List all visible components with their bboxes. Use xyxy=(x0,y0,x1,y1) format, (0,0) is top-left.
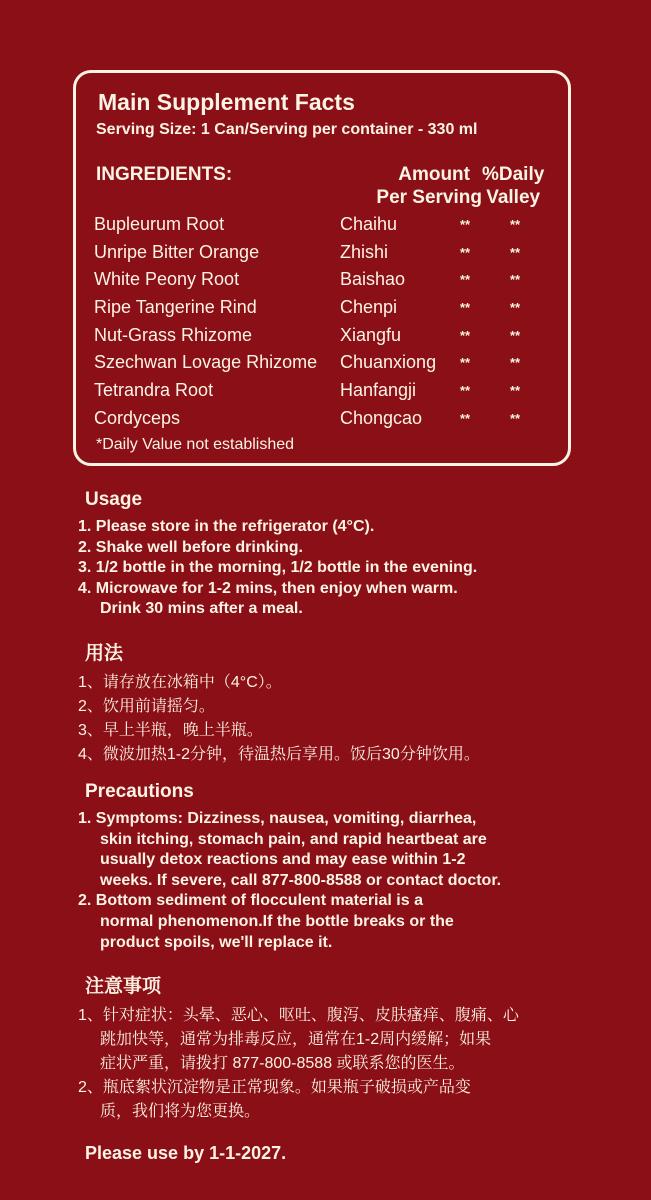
list-item: 1、请存放在冰箱中（4°C）。 xyxy=(78,674,282,691)
usage-list xyxy=(78,517,638,620)
ingredient-name: Ripe Tangerine Rind xyxy=(94,297,257,318)
list-item: normal phenomenon.If the bottle breaks or the xyxy=(100,912,454,930)
ingredient-daily-value: ** xyxy=(510,327,521,343)
list-item: Drink 30 mins after a meal. xyxy=(100,600,303,618)
list-item: product spoils, we'll replace it. xyxy=(100,933,333,951)
ingredient-name: Szechwan Lovage Rhizome xyxy=(94,352,318,373)
table-row xyxy=(94,239,564,267)
ingredient-amount: ** xyxy=(460,217,471,232)
ingredient-name: Unripe Bitter Orange xyxy=(94,241,260,262)
list-item: 2、瓶底絮状沉淀物是正常现象。如果瓶子破损或产品变 xyxy=(78,1079,471,1096)
usage-zh-list xyxy=(78,671,638,767)
ingredient-name: Bupleurum Root xyxy=(94,214,225,234)
table-row xyxy=(94,377,564,405)
ingredient-daily-value: ** xyxy=(510,217,521,232)
ingredient-daily-value: ** xyxy=(510,355,521,371)
daily-value-header xyxy=(482,163,544,209)
ingredient-daily-value: ** xyxy=(510,300,521,316)
usage-heading: Usage xyxy=(85,489,143,510)
table-row xyxy=(94,349,564,377)
table-row xyxy=(94,294,564,322)
list-item: weeks. If severe, call 877-800-8588 or contact doctor. xyxy=(100,871,502,889)
list-item: 3、早上半瓶，晚上半瓶。 xyxy=(78,722,263,739)
ingredient-name: Tetrandra Root xyxy=(94,380,214,401)
list-item: 1、针对症状：头晕、恶心、呕吐、腹泻、皮肤瘙痒、腹痛、心 xyxy=(78,1007,519,1024)
ingredient-amount: ** xyxy=(460,355,471,371)
amount-header-line2: Per Serving xyxy=(376,187,482,208)
amount-header xyxy=(362,163,482,209)
ingredient-pinyin: Chongcao xyxy=(340,407,423,428)
ingredient-pinyin: Baishao xyxy=(340,269,406,290)
ingredient-name: White Peony Root xyxy=(94,269,240,290)
ingredient-amount: ** xyxy=(460,244,471,260)
precautions-heading: Precautions xyxy=(85,781,194,802)
list-item: 2、饮用前请摇匀。 xyxy=(78,698,215,715)
ingredient-pinyin: Zhishi xyxy=(340,241,389,262)
daily-value-footnote: *Daily Value not established xyxy=(96,436,295,453)
ingredient-amount: ** xyxy=(460,410,471,426)
precautions-zh-list xyxy=(78,1004,638,1124)
ingredient-pinyin: Xiangfu xyxy=(340,324,402,345)
ingredients-header: INGREDIENTS: xyxy=(96,164,233,185)
ingredient-name: Cordyceps xyxy=(94,407,181,428)
list-item: 质，我们将为您更换。 xyxy=(100,1103,261,1120)
supplement-facts-panel xyxy=(73,70,571,466)
list-item: skin itching, stomach pain, and rapid heartbeat are xyxy=(100,830,487,848)
list-item: usually detox reactions and may ease within 1-2 xyxy=(100,851,466,869)
precautions-zh-heading: 注意事项 xyxy=(85,976,162,997)
usage-section xyxy=(78,489,638,620)
table-row xyxy=(94,266,564,294)
serving-size: Serving Size: 1 Can/Serving per container - 330 ml xyxy=(96,121,478,138)
amount-header-line1: Amount xyxy=(398,164,470,185)
list-item: 跳加快等，通常为排毒反应，通常在1-2周内缓解；如果 xyxy=(100,1031,492,1048)
precautions-list xyxy=(78,809,638,953)
list-item: 2. Shake well before drinking. xyxy=(78,538,303,556)
table-row xyxy=(94,405,564,433)
precautions-zh-section xyxy=(78,971,638,1124)
ingredient-table xyxy=(94,211,564,433)
ingredient-pinyin: Chaihu xyxy=(340,214,398,234)
precautions-section xyxy=(78,781,638,953)
list-item: 症状严重，请拨打 877-800-8588 或联系您的医生。 xyxy=(100,1055,465,1072)
ingredient-amount: ** xyxy=(460,272,471,288)
ingredient-daily-value: ** xyxy=(510,383,521,399)
list-item: 1. Please store in the refrigerator (4°C). xyxy=(78,518,375,535)
table-row xyxy=(94,322,564,350)
ingredient-daily-value: ** xyxy=(510,410,521,426)
usage-zh-heading: 用法 xyxy=(85,643,124,664)
ingredient-pinyin: Hanfangji xyxy=(340,380,417,401)
ingredient-name: Nut-Grass Rhizome xyxy=(94,324,253,345)
dv-header-line1: %Daily xyxy=(482,164,545,185)
list-item: 4. Microwave for 1-2 mins, then enjoy when warm. xyxy=(78,579,458,597)
list-item: 1. Symptoms: Dizziness, nausea, vomiting, diarrhea, xyxy=(78,810,477,827)
use-by-date: Please use by 1-1-2027. xyxy=(85,1143,287,1163)
ingredient-amount: ** xyxy=(460,300,471,316)
facts-title: Main Supplement Facts xyxy=(98,89,355,115)
ingredient-daily-value: ** xyxy=(510,272,521,288)
ingredient-pinyin: Chuanxiong xyxy=(340,352,437,373)
usage-zh-section xyxy=(78,638,638,767)
list-item: 3. 1/2 bottle in the morning, 1/2 bottle in the evening. xyxy=(78,559,478,577)
list-item: 4、微波加热1-2分钟，待温热后享用。饭后30分钟饮用。 xyxy=(78,746,480,763)
dv-header-line2: Valley xyxy=(486,187,541,208)
table-row xyxy=(94,211,564,239)
list-item: 2. Bottom sediment of flocculent material is a xyxy=(78,892,423,910)
ingredient-daily-value: ** xyxy=(510,244,521,260)
ingredient-amount: ** xyxy=(460,383,471,399)
ingredient-pinyin: Chenpi xyxy=(340,297,398,318)
ingredient-amount: ** xyxy=(460,327,471,343)
